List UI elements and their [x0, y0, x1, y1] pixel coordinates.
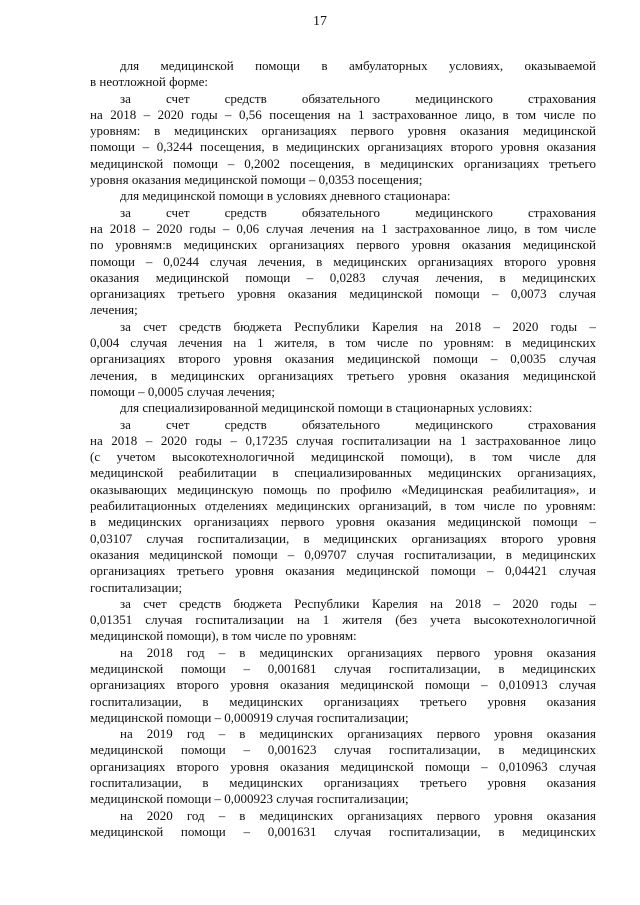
- text-line: помощи – 0,0244 случая лечения, в медицинских организациях второго уровня: [90, 253, 596, 269]
- text-line: медицинской помощи – 0,001681 случая госпитализации, в медицинских: [90, 660, 596, 676]
- text-line: организациях второго уровня оказания медицинской помощи – 0,0035 случая: [90, 351, 596, 367]
- text-line: в неотложной форме:: [90, 74, 208, 90]
- text-line: организациях третьего уровня оказания медицинской помощи – 0,0073 случая: [90, 286, 596, 302]
- text-line: госпитализации, в медицинских организациях третьего уровня оказания: [90, 693, 596, 709]
- text-line: медицинской помощи – 0,2002 посещения, в медицинских организациях третьего: [90, 155, 596, 171]
- text-line: медицинской помощи – 0,000923 случая госпитализации;: [90, 791, 409, 807]
- text-line: уровня оказания медицинской помощи – 0,0353 посещения;: [90, 172, 423, 188]
- body-text: [90, 58, 596, 840]
- text-line: организациях второго уровня оказания медицинской помощи – 0,010963 случая: [90, 758, 596, 774]
- text-line: оказания медицинской помощи – 0,09707 случая госпитализации, в медицинских: [90, 546, 596, 562]
- text-line: в медицинских организациях первого уровня оказания медицинской помощи –: [90, 514, 596, 530]
- text-line: на 2019 год – в медицинских организациях первого уровня оказания: [120, 726, 596, 742]
- text-line: лечения;: [90, 302, 138, 318]
- text-line: организациях второго уровня оказания медицинской помощи – 0,010913 случая: [90, 677, 596, 693]
- text-line: помощи – 0,3244 посещения, в медицинских организациях второго уровня оказания: [90, 139, 596, 155]
- text-line: медицинской помощи), в том числе по уровням:: [90, 628, 357, 644]
- text-line: медицинской помощи – 0,000919 случая госпитализации;: [90, 709, 409, 725]
- text-line: для специализированной медицинской помощи в стационарных условиях:: [120, 400, 533, 416]
- text-line: медицинской помощи – 0,001631 случая госпитализации, в медицинских: [90, 823, 596, 839]
- text-line: на 2018 год – в медицинских организациях первого уровня оказания: [120, 644, 596, 660]
- text-line: на 2020 год – в медицинских организациях первого уровня оказания: [120, 807, 596, 823]
- text-line: организациях третьего уровня оказания медицинской помощи – 0,04421 случая: [90, 563, 596, 579]
- text-line: за счет средств обязательного медицинского страхования: [120, 416, 596, 432]
- text-line: медицинской реабилитации в специализированных медицинских организациях,: [90, 465, 596, 481]
- text-line: медицинской помощи – 0,001623 случая госпитализации, в медицинских: [90, 742, 596, 758]
- text-line: на 2018 – 2020 годы – 0,06 случая лечения на 1 застрахованное лицо, в том числе: [90, 220, 596, 236]
- text-line: уровням: в медицинских организациях первого уровня оказания медицинской: [90, 123, 596, 139]
- text-line: для медицинской помощи в амбулаторных условиях, оказываемой: [120, 58, 596, 73]
- text-line: госпитализации;: [90, 579, 183, 595]
- text-line: за счет средств обязательного медицинского страхования: [120, 90, 596, 106]
- text-line: 0,004 случая лечения на 1 жителя, в том числе по уровням: в медицинских: [90, 335, 596, 351]
- text-line: (с учетом высокотехнологичной медицинской помощи), в том числе для: [90, 449, 596, 465]
- text-line: за счет средств бюджета Республики Карелия на 2018 – 2020 годы –: [120, 595, 596, 611]
- text-line: оказывающих медицинскую помощь по профилю «Медицинская реабилитация», и: [90, 481, 596, 497]
- page-number: 17: [313, 14, 327, 29]
- text-line: лечения, в медицинских организациях третьего уровня оказания медицинской: [90, 367, 596, 383]
- text-line: на 2018 – 2020 годы – 0,17235 случая госпитализации на 1 застрахованное лицо: [90, 432, 596, 448]
- text-line: на 2018 – 2020 годы – 0,56 посещения на 1 застрахованное лицо, в том числе по: [90, 106, 596, 122]
- text-line: госпитализации, в медицинских организациях третьего уровня оказания: [90, 775, 596, 791]
- text-line: 0,01351 случая госпитализации на 1 жителя (без учета высокотехнологичной: [90, 612, 596, 628]
- text-line: для медицинской помощи в условиях дневного стационара:: [120, 188, 451, 204]
- text-line: оказания медицинской помощи – 0,0283 случая лечения, в медицинских: [90, 269, 596, 285]
- text-line: 0,03107 случая госпитализации, в медицинских организациях второго уровня: [90, 530, 596, 546]
- text-line: по уровням:в медицинских организациях первого уровня оказания медицинской: [90, 237, 596, 253]
- text-line: реабилитационных отделениях медицинских организаций, в том числе по уровням:: [90, 498, 596, 514]
- text-line: помощи – 0,0005 случая лечения;: [90, 383, 275, 399]
- text-line: за счет средств бюджета Республики Карелия на 2018 – 2020 годы –: [120, 318, 596, 334]
- text-line: за счет средств обязательного медицинского страхования: [120, 204, 596, 220]
